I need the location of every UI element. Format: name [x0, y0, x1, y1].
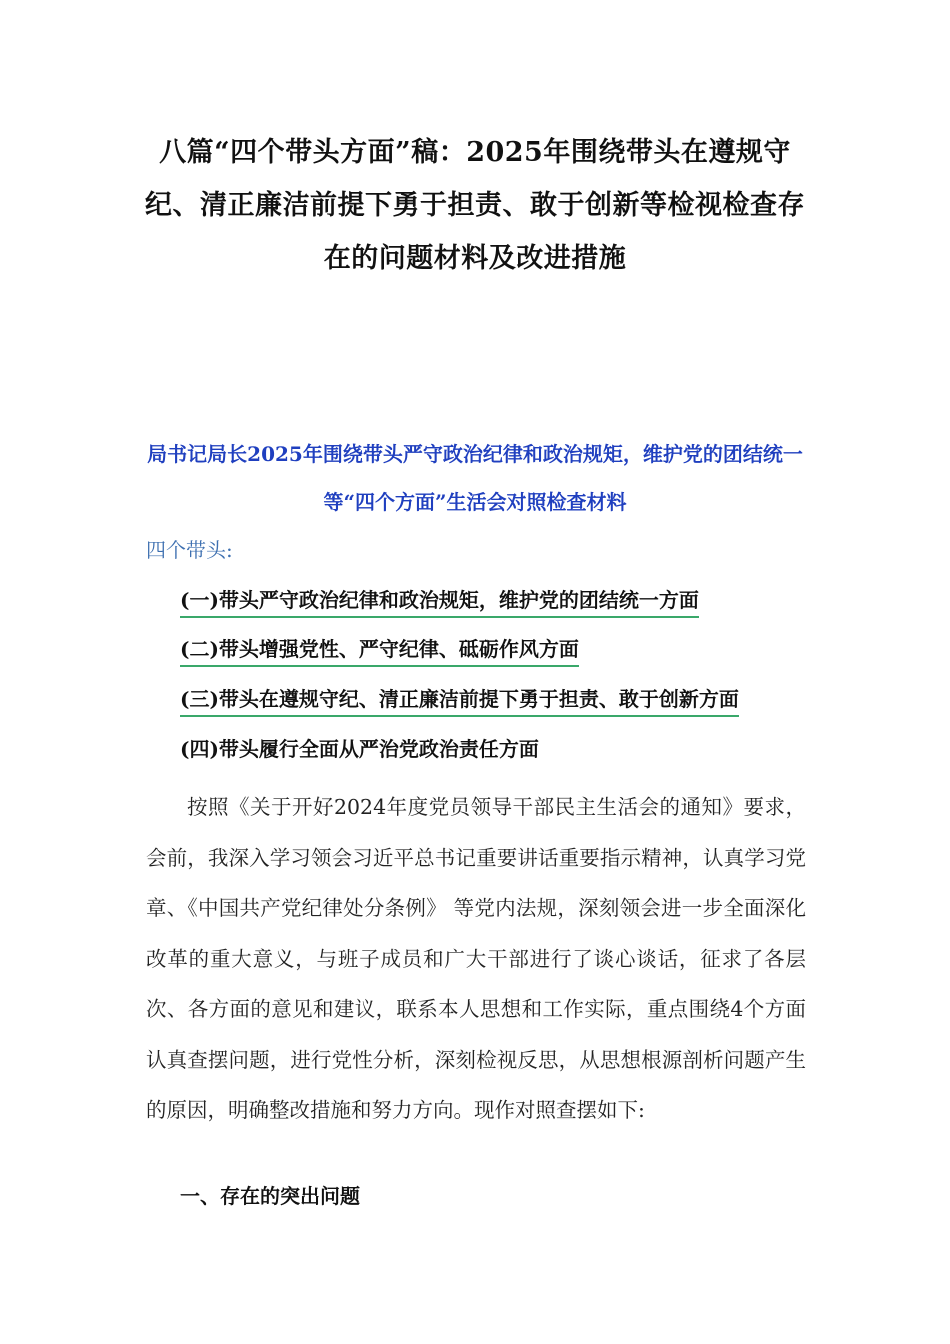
four-leads-label: 四个带头:	[146, 538, 233, 562]
intro-paragraph: 按照《关于开好2024年度党员领导干部民主生活会的通知》要求，会前，我深入学习领会习近平总书记重要讲话重要指示精神，认真学习党章、《中国共产党纪律处分条例》 等党内法规，深刻领会进一步全面深化改革的重大意义，与班子成员和广大干部进行了谈心谈话，征求了各层次、各方面的意见和建议，联系本人思想和工作实际，重点围绕4个方面认真查摆问题，进行党性分析，深刻检视反思，从思想根源剖析问题产生的原因，明确整改措施和努力方向。现作对照查摆如下:	[146, 795, 806, 1122]
toc-item-3[interactable]: (三)带头在遵规守纪、清正廉洁前提下勇于担责、敢于创新方面	[180, 685, 739, 717]
document-sub-title: 局书记局长2025年围绕带头严守政治纪律和政治规矩，维护党的团结统一等“四个方面”生活会对照检查材料	[147, 442, 803, 514]
section-heading: 一、存在的突出问题	[180, 1184, 360, 1208]
toc-item-1[interactable]: (一)带头严守政治纪律和政治规矩，维护党的团结统一方面	[180, 586, 699, 618]
toc-item-4: (四)带头履行全面从严治党政治责任方面	[180, 737, 539, 761]
document-main-title: 八篇“四个带头方面”稿：2025年围绕带头在遵规守纪、清正廉洁前提下勇于担责、敢于创新等检视检查存在的问题材料及改进措施	[145, 137, 805, 274]
toc-item-2[interactable]: (二)带头增强党性、严守纪律、砥砺作风方面	[180, 635, 579, 667]
